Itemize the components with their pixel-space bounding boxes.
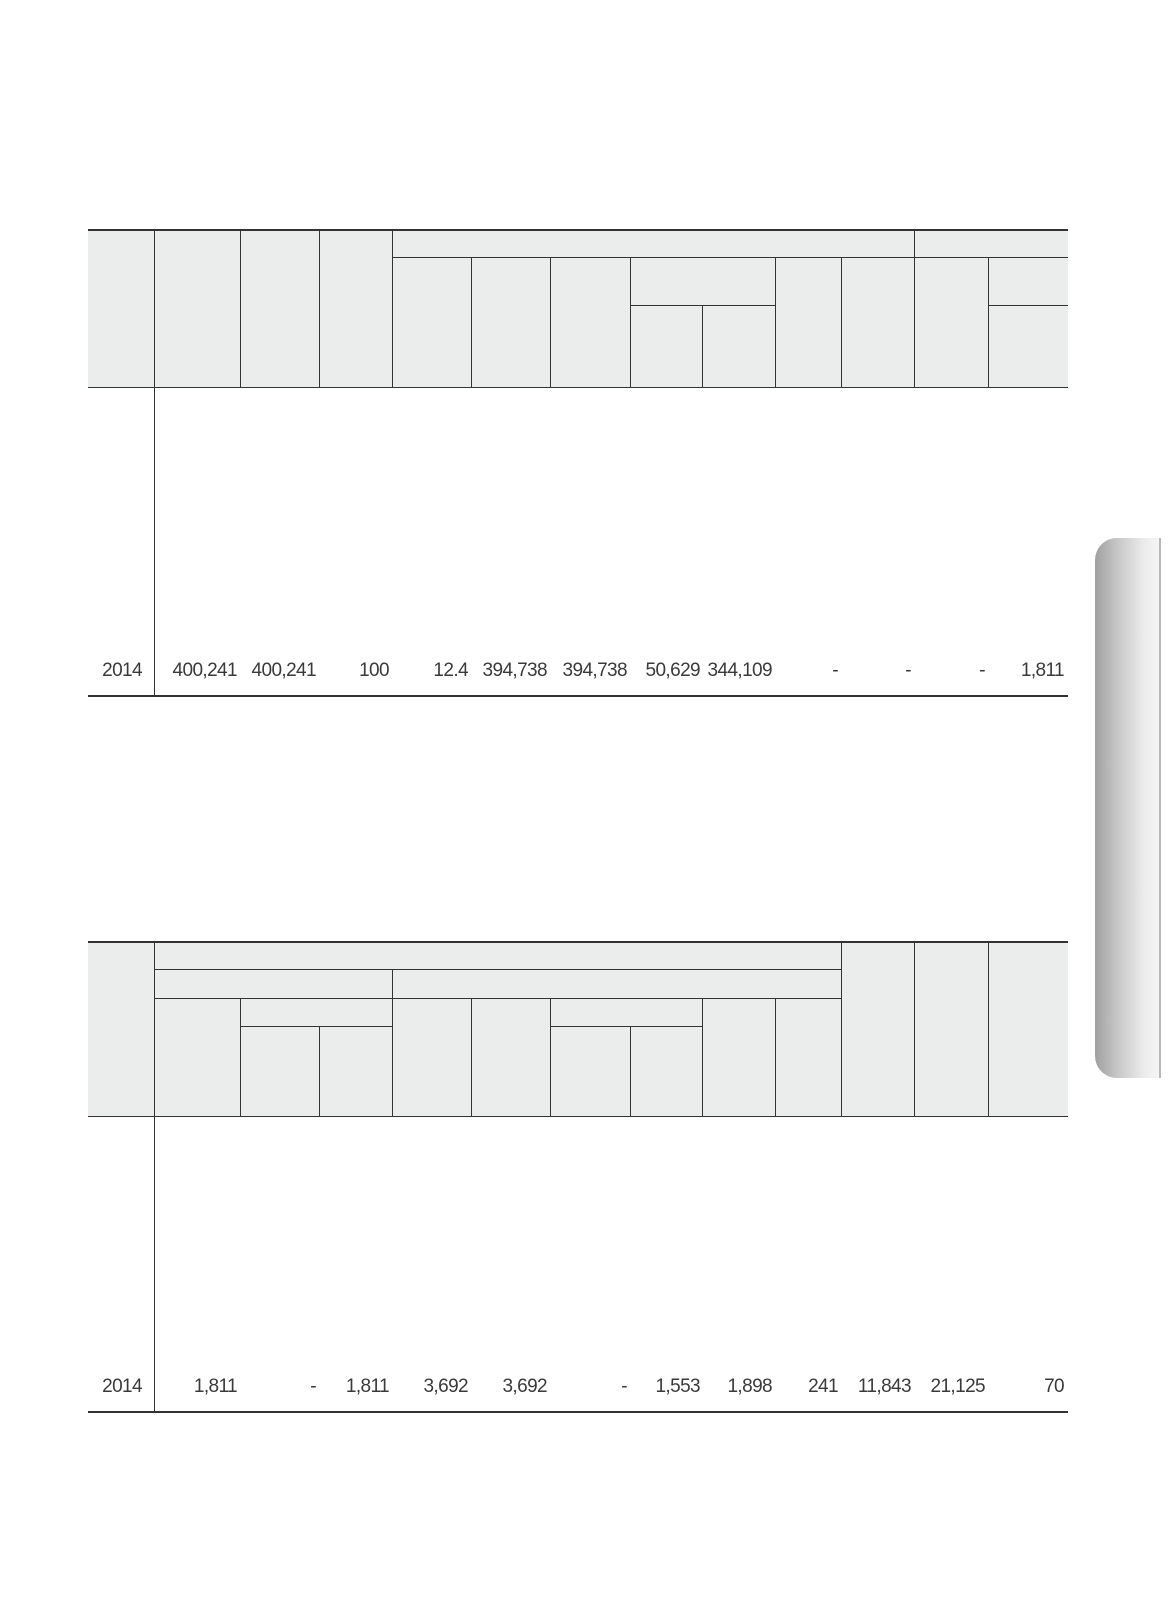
table-1-divider bbox=[775, 258, 776, 388]
table-1-divider bbox=[471, 258, 472, 388]
table-1-value-cell: 394,738 bbox=[482, 660, 547, 681]
table-1-divider bbox=[630, 258, 631, 388]
table-2-header-bottom-rule bbox=[88, 1116, 1068, 1117]
table-2-value-cell: 1,553 bbox=[655, 1376, 700, 1397]
table-2-divider bbox=[775, 999, 776, 1117]
table-2-divider bbox=[319, 1027, 320, 1117]
table-1-value-cell: 50,629 bbox=[645, 660, 700, 681]
table-2-header-rule-2 bbox=[154, 998, 841, 999]
table-1-divider bbox=[550, 258, 551, 388]
table-2-value-cell: - bbox=[621, 1376, 627, 1397]
table-2-value-cell: 3,692 bbox=[502, 1376, 547, 1397]
table-1-value-cell: - bbox=[979, 660, 985, 681]
table-2-divider bbox=[240, 999, 241, 1117]
table-2-value-cell: 11,843 bbox=[857, 1376, 911, 1397]
table-1-header bbox=[88, 230, 1068, 388]
table-1-divider bbox=[319, 230, 320, 388]
table-2-value-cell: 70 bbox=[1044, 1376, 1064, 1397]
table-2-value-cell: 3,692 bbox=[423, 1376, 468, 1397]
table-2-value-cell: 1,811 bbox=[345, 1376, 389, 1397]
table-2-value-cell: - bbox=[310, 1376, 316, 1397]
table-2-top-rule bbox=[88, 941, 1068, 943]
table-1-year-cell: 2014 bbox=[102, 660, 142, 681]
table-2-header-rule-1 bbox=[154, 969, 841, 970]
table-2-bottom-rule bbox=[88, 1411, 1068, 1413]
table-2-divider bbox=[471, 999, 472, 1117]
table-1-bottom-rule bbox=[88, 695, 1068, 697]
table-1-value-cell: 344,109 bbox=[707, 660, 772, 681]
table-1-header-rule-1 bbox=[392, 257, 1068, 258]
table-1-divider bbox=[841, 258, 842, 388]
side-tab-marker bbox=[1095, 538, 1161, 1078]
table-2-header-rule-3a bbox=[240, 1026, 392, 1027]
table-2-divider bbox=[392, 970, 393, 1117]
table-1-header-bottom-rule bbox=[88, 387, 1068, 388]
table-1-divider bbox=[154, 230, 155, 696]
table-2-divider bbox=[550, 999, 551, 1117]
table-1-divider bbox=[914, 230, 915, 388]
table-1-value-cell: 400,241 bbox=[172, 660, 237, 681]
table-2-header-rule-3b bbox=[550, 1026, 702, 1027]
side-tab-edge bbox=[1159, 538, 1161, 1078]
table-1-value-cell: - bbox=[832, 660, 838, 681]
table-1-value-cell: 400,241 bbox=[251, 660, 316, 681]
table-1-divider bbox=[988, 258, 989, 388]
table-1-value-cell: 1,811 bbox=[1020, 660, 1064, 681]
table-1-top-rule bbox=[88, 229, 1068, 231]
table-1-value-cell: 100 bbox=[359, 660, 389, 681]
table-1-header-rule-2b bbox=[988, 305, 1068, 306]
table-2-divider bbox=[914, 942, 915, 1117]
table-2-divider bbox=[988, 942, 989, 1117]
table-2-divider bbox=[630, 1027, 631, 1117]
table-2-divider bbox=[702, 999, 703, 1117]
table-2-value-cell: 21,125 bbox=[930, 1376, 985, 1397]
table-1-value-cell: - bbox=[905, 660, 911, 681]
table-1-divider bbox=[392, 230, 393, 388]
table-2-value-cell: 1,898 bbox=[727, 1376, 772, 1397]
table-1-divider bbox=[240, 230, 241, 388]
table-2-value-cell: 1,811 bbox=[193, 1376, 237, 1397]
table-2-value-cell: 241 bbox=[808, 1376, 838, 1397]
table-1-value-cell: 12.4 bbox=[433, 660, 468, 681]
table-2-year-cell: 2014 bbox=[102, 1376, 142, 1397]
table-2-divider bbox=[154, 942, 155, 1412]
table-1-divider bbox=[702, 306, 703, 388]
table-1-value-cell: 394,738 bbox=[562, 660, 627, 681]
table-2-divider bbox=[841, 942, 842, 1117]
